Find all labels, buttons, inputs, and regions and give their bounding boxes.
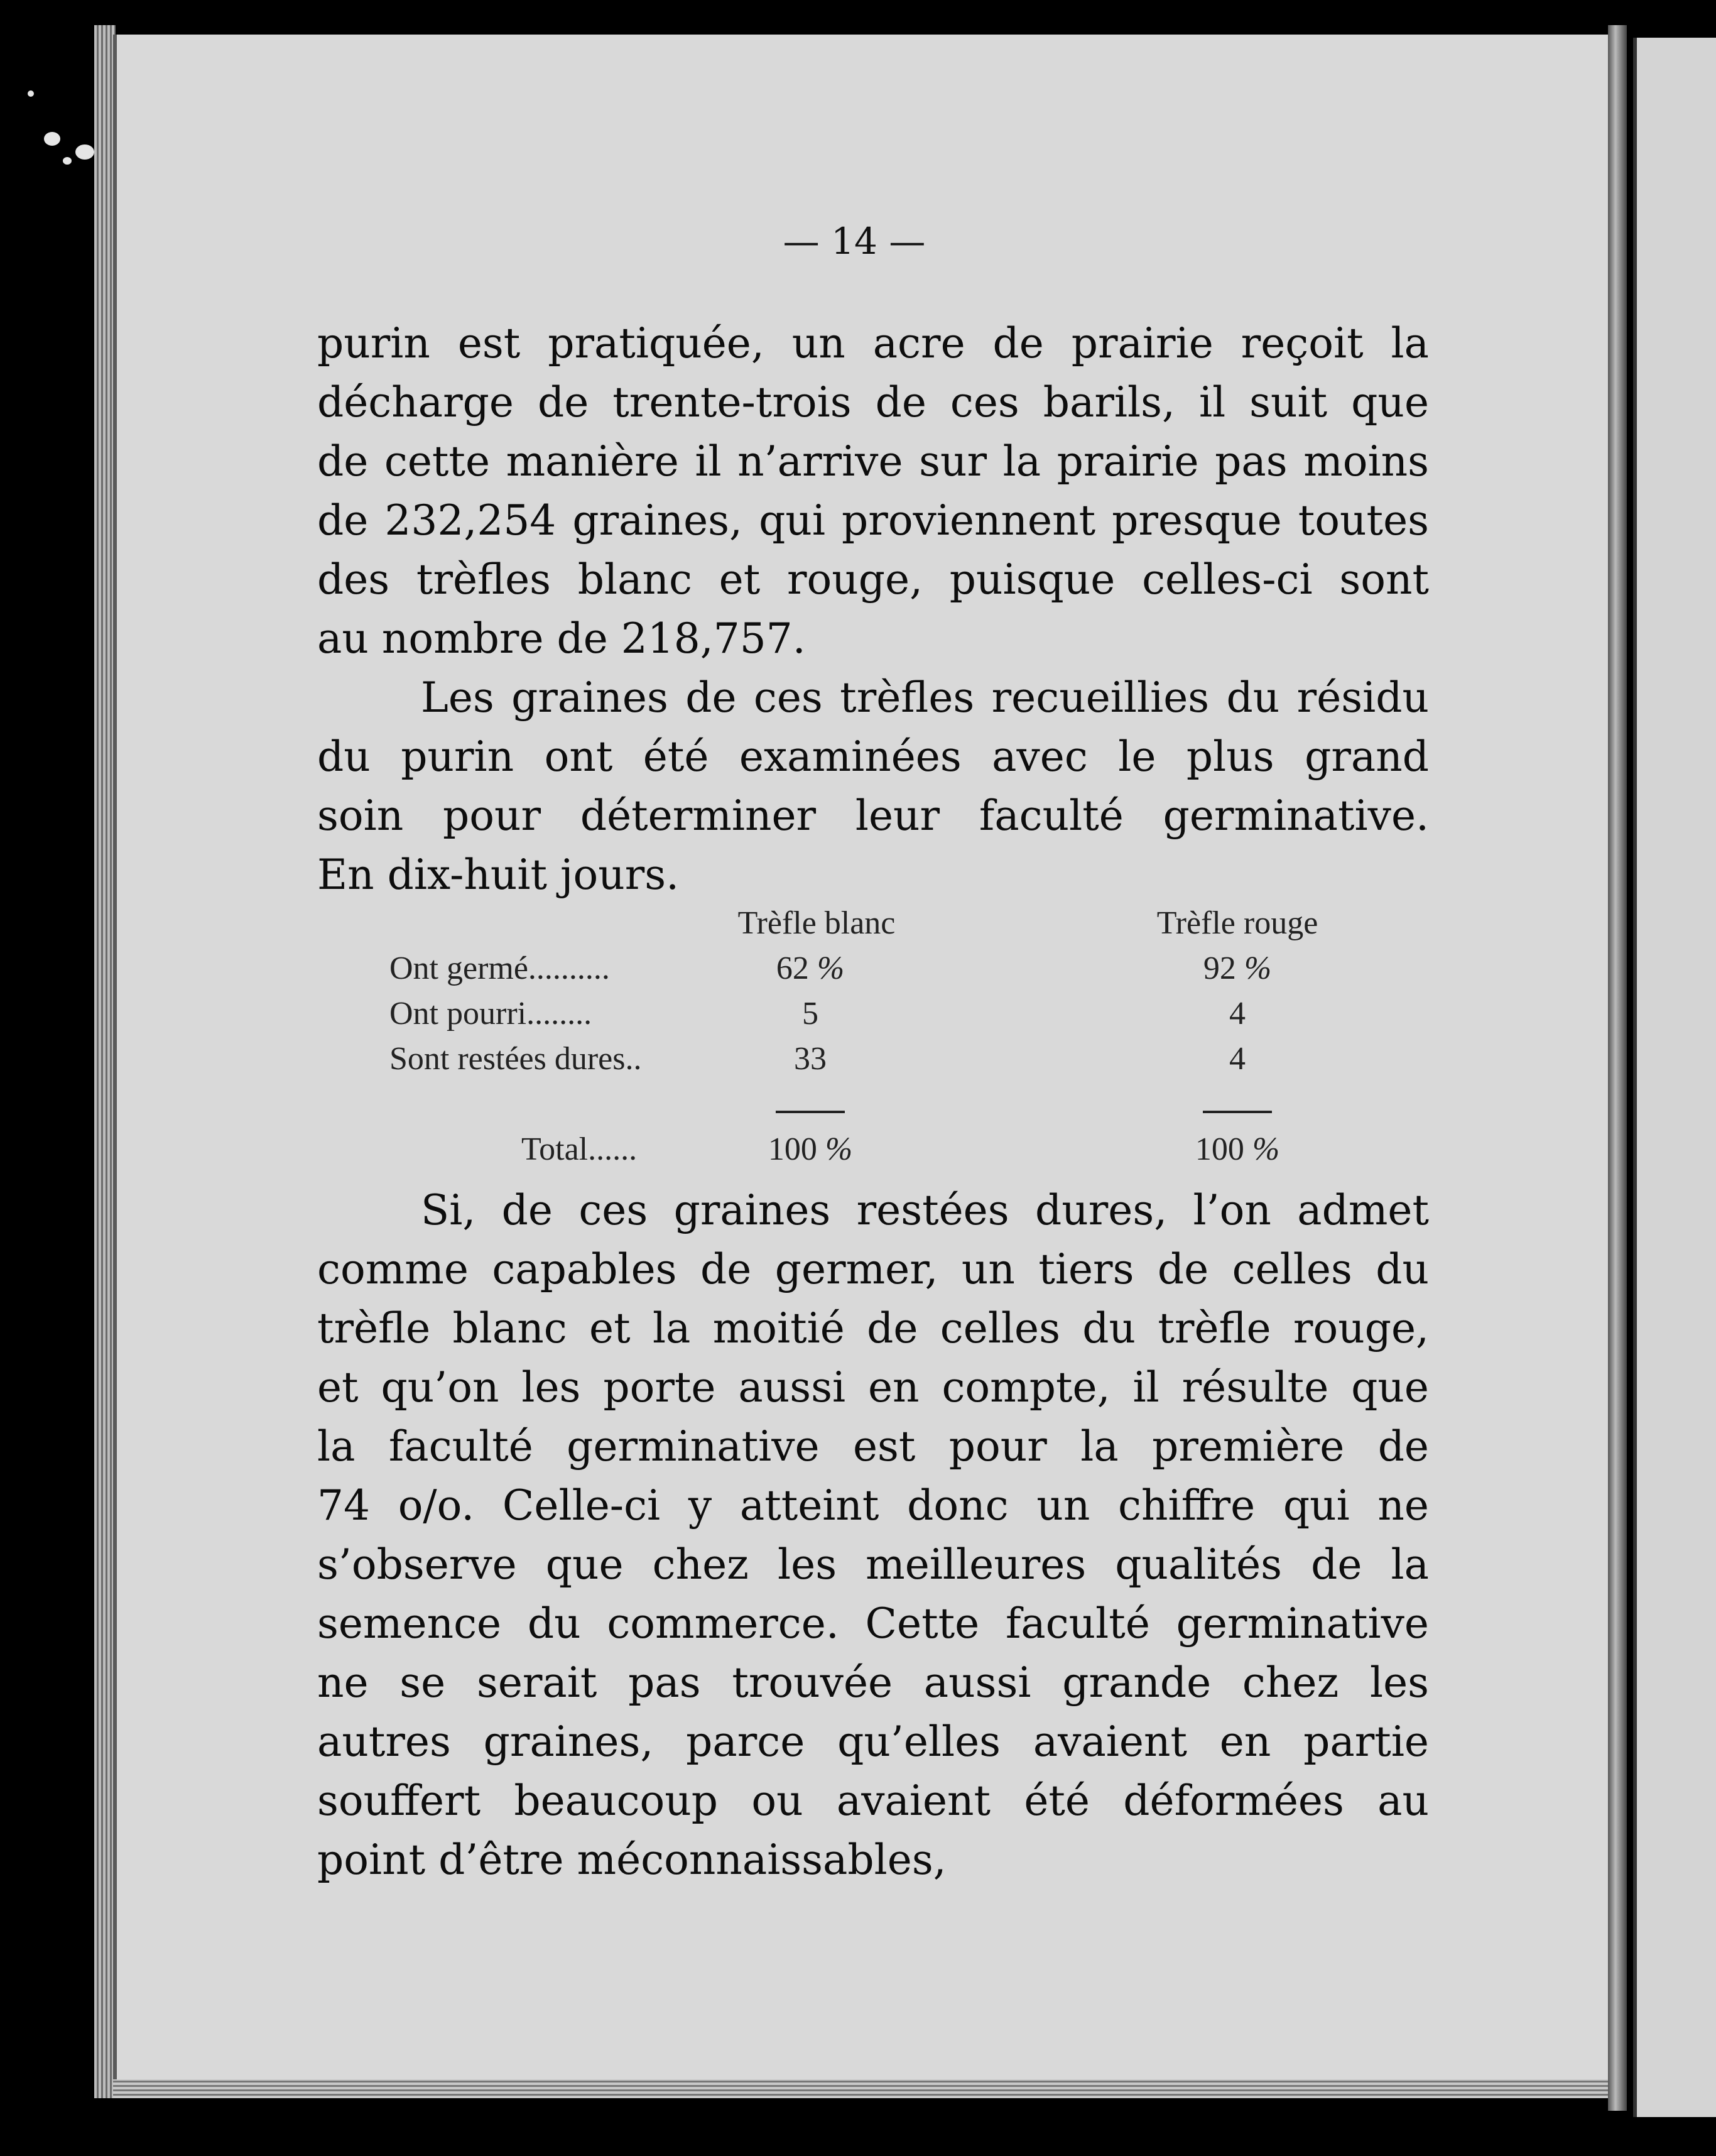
value-rouge: 4 <box>1229 1041 1246 1077</box>
text-line: du purin ont été examinées avec le plus grand <box>317 732 1429 781</box>
page-stack-edge <box>94 25 116 2098</box>
text-line: des trèfles blanc et rouge, puisque celles-ci sont <box>317 555 1429 604</box>
text-line: la faculté germinative est pour la première de <box>317 1422 1429 1471</box>
row-label: Ont pourri........ <box>389 996 592 1032</box>
value-blanc: 62 % <box>776 950 845 986</box>
column-header-trefle-blanc: Trèfle blanc <box>737 905 896 941</box>
table-header-row <box>389 905 1369 950</box>
text-line: point d’être méconnaissables, <box>317 1836 947 1884</box>
total-label: Total...... <box>521 1131 638 1167</box>
text-line: ne se serait pas trouvée aussi grande chez les <box>317 1658 1429 1707</box>
text-line: soin pour déterminer leur faculté germinative. <box>317 792 1429 840</box>
table-row <box>389 1040 1369 1086</box>
paragraph-3 <box>317 1181 1429 1890</box>
page-bottom-edge <box>113 2079 1608 2098</box>
text-line: de cette manière il n’arrive sur la prairie pas moins <box>317 437 1429 486</box>
text-line: de 232,254 graines, qui proviennent presque toutes <box>317 496 1429 545</box>
text-line: Si, de ces graines restées dures, l’on admet <box>421 1186 1429 1234</box>
row-label: Ont germé.......... <box>389 950 610 986</box>
germination-table <box>389 905 1369 1176</box>
value-rouge: 4 <box>1229 996 1246 1032</box>
paragraph-1 <box>317 314 1429 668</box>
total-rouge: 100 % <box>1195 1131 1280 1167</box>
text-line: autres graines, parce qu’elles avaient en partie <box>317 1718 1429 1766</box>
sum-rule-row <box>389 1086 1369 1131</box>
column-header-trefle-rouge: Trèfle rouge <box>1156 905 1318 941</box>
text-line: 74 o/o. Celle-ci y atteint donc un chiffre qui ne <box>317 1481 1429 1530</box>
text-line: décharge de trente-trois de ces barils, il suit que <box>317 378 1429 427</box>
text-line: comme capables de germer, un tiers de celles du <box>317 1245 1429 1293</box>
value-blanc: 5 <box>802 996 818 1032</box>
value-rouge: 92 % <box>1203 950 1272 986</box>
facing-page-strip <box>1633 38 1716 2117</box>
paragraph-2 <box>317 668 1429 905</box>
text-line: trèfle blanc et la moitié de celles du trèfle rouge, <box>317 1304 1429 1353</box>
table-row <box>389 995 1369 1040</box>
row-label: Sont restées dures.. <box>389 1041 642 1077</box>
total-blanc: 100 % <box>768 1131 853 1167</box>
text-line: souffert beaucoup ou avaient été déformées au <box>317 1777 1429 1825</box>
table-total-row <box>389 1131 1369 1176</box>
book-gutter <box>1608 25 1627 2111</box>
text-line: semence du commerce. Cette faculté germinative <box>317 1599 1429 1648</box>
sum-rule-blanc <box>776 1111 845 1113</box>
text-line: En dix-huit jours. <box>317 851 680 899</box>
value-blanc: 33 <box>794 1041 827 1077</box>
text-line: au nombre de 218,757. <box>317 614 806 663</box>
text-line: Les graines de ces trèfles recueillies du résidu <box>421 673 1429 722</box>
sum-rule-rouge <box>1203 1111 1272 1113</box>
text-line: s’observe que chez les meilleures qualités de la <box>317 1540 1429 1589</box>
page-number: — 14 — <box>783 220 926 263</box>
table-row <box>389 950 1369 995</box>
text-line: purin est pratiquée, un acre de prairie reçoit la <box>317 319 1429 368</box>
text-line: et qu’on les porte aussi en compte, il résulte que <box>317 1363 1429 1412</box>
